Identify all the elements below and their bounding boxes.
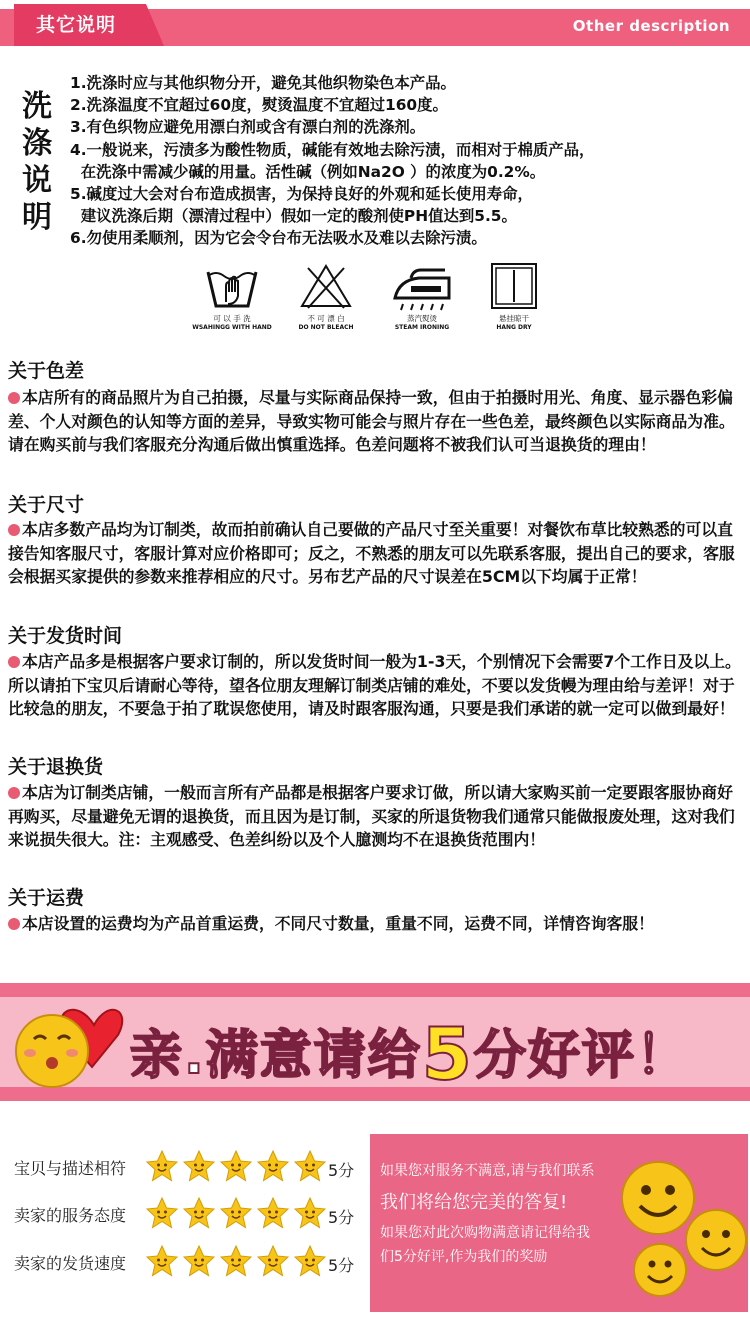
no-bleach-icon [298,262,354,312]
section-body: 本店所有的商品照片为自己拍摄，尽量与实际商品保持一致，但由于拍摄时用光、角度、显示器色彩偏差、个人对颜色的认知等方面的差异，导致实物可能会与照片存在一些色差，最终颜色以实际商品为准。请在购买前与我们客服充分沟通后做出慎重选择。色差问题将不被我们认可当退换货的理由！ [8,388,735,454]
star-icon [183,1197,215,1229]
care-symbol-cn: 悬挂晾干 [499,314,529,323]
star-icon [257,1197,289,1229]
wash-line: 4.一般说来，污渍多为酸性物质，碱能有效地去除污渍，而相对于棉质产品， [70,140,595,159]
care-symbol-en: HANG DRY [496,324,532,331]
care-symbol-no-bleach [286,262,366,331]
bullet-dot [8,524,20,536]
banner-number: 5 [421,1012,474,1096]
wash-title [18,88,56,236]
section-text-freight [8,912,746,936]
rating-label: 卖家的发货速度 [14,1254,127,1273]
care-symbol-en: WSAHINGG WITH HAND [192,324,272,331]
wash-title-char: 洗 [22,89,52,124]
rating-stars [146,1150,331,1186]
star-icon [294,1150,326,1182]
star-icon [294,1245,326,1277]
promo-line-4: 们5分好评,作为我们的奖励 [380,1249,548,1265]
wash-line: 5.碱度过大会对台布造成损害，为保持良好的外观和延长使用寿命， [70,185,533,204]
star-icon [257,1150,289,1182]
hang-dry-icon [486,262,542,312]
bullet-dot [8,787,20,799]
promo-line-3: 如果您对此次购物满意请记得给我 [380,1225,590,1241]
section-text-returns [8,781,746,852]
smiley-faces-icon [618,1158,748,1303]
rating-stars [146,1197,331,1233]
rating-score: 5分 [328,1256,355,1275]
header-tab-title: 其它说明 [36,14,117,36]
star-icon [146,1150,178,1182]
wash-line: 1.洗涤时应与其他织物分开，避免其他织物染色本产品。 [70,74,456,92]
hand-wash-icon [204,262,260,312]
section-text-color [8,386,746,457]
section-body: 本店多数产品均为订制类，故而拍前确认自己要做的产品尺寸至关重要！对餐饮布草比较熟悉的可以直接告知客服尺寸，客服计算对应价格即可；反之，不熟悉的朋友可以先联系客服，提出自己的要求，客服会根据买家提供的参数来推荐相应的尺寸。另布艺产品的尺寸误差在5CM以下均属于正常！ [8,520,735,586]
rating-stars [146,1245,331,1281]
wash-title-char: 说 [22,163,52,198]
wash-title-char: 涤 [22,126,52,161]
star-icon [257,1245,289,1277]
star-icon [183,1245,215,1277]
care-symbol-cn: 可 以 手 洗 [213,314,251,323]
rating-row-service [14,1197,364,1233]
banner-prefix: 亲.满意请给 [130,1026,422,1086]
care-symbol-hang-dry [474,262,554,331]
section-text-size [8,518,746,589]
promo-line-2: 我们将给您完美的答复! [380,1192,568,1213]
banner-suffix: 分好评！ [473,1026,690,1086]
star-icon [146,1245,178,1277]
wash-instructions [70,72,594,250]
star-icon [146,1197,178,1229]
section-heading-freight: 关于运费 [8,887,85,909]
wash-line: 建议洗涤后期（漂清过程中）假如一定的酸剂使PH值达到5.5。 [70,207,517,226]
rating-score: 5分 [328,1161,355,1180]
care-symbol-en: DO NOT BLEACH [298,324,354,331]
star-icon [220,1150,252,1182]
rating-row-delivery [14,1245,364,1281]
rating-score: 5分 [328,1208,355,1227]
wash-line: 2.洗涤温度不宜超过60度，熨烫温度不宜超过160度。 [70,96,448,115]
care-symbol-cn: 不 可 漂 白 [307,314,345,323]
wash-line: 6.勿使用柔顺剂，因为它会令台布无法吸水及难以去除污渍。 [70,229,487,248]
rating-label: 卖家的服务态度 [14,1206,127,1225]
steam-iron-icon [389,262,455,312]
section-heading-color: 关于色差 [8,360,85,382]
smiley-heart-icon [8,995,134,1095]
care-symbol-cn: 蒸汽熨烫 [407,314,437,323]
star-icon [220,1197,252,1229]
section-heading-size: 关于尺寸 [8,494,85,516]
bullet-dot [8,392,20,404]
bullet-dot [8,918,20,930]
promo-line-1: 如果您对服务不满意,请与我们联系 [380,1163,595,1179]
care-symbol-steam-iron [382,262,462,331]
section-body: 本店设置的运费均为产品首重运费，不同尺寸数量，重量不同，运费不同，详情咨询客服！ [22,914,654,933]
wash-line: 在洗涤中需减少碱的用量。活性碱（例如Na2O ）的浓度为0.2%。 [70,162,546,181]
bullet-dot [8,656,20,668]
section-text-shipping-time [8,650,746,721]
wash-title-char: 明 [22,200,52,235]
rating-row-description [14,1150,364,1186]
banner-slogan [130,1012,690,1096]
star-icon [220,1245,252,1277]
star-icon [294,1197,326,1229]
section-body: 本店为订制类店铺，一般而言所有产品都是根据客户要求订做，所以请大家购买前一定要跟客服协商好再购买，尽量避免无谓的退换货，而且因为是订制，买家的所退货物我们通常只能做报废处理，这对我们来说损失很大。注：主观感受、色差纠纷以及个人臆测均不在退换货范围内！ [8,783,735,849]
section-body: 本店产品多是根据客户要求订制的，所以发货时间一般为1-3天，个别情况下会需要7个工作日及以上。所以请拍下宝贝后请耐心等待，望各位朋友理解订制类店铺的难处，不要以发货幔为理由给与差评！对于比较急的朋友，不要急于拍了耽误您使用，请及时跟客服沟通，只要是我们承诺的就一定可以做到最好！ [8,652,741,718]
star-icon [183,1150,215,1182]
section-heading-shipping-time: 关于发货时间 [8,625,123,647]
care-symbol-en: STEAM IRONING [394,324,450,331]
care-symbol-hand-wash [192,262,272,331]
header-english-title: Other description [572,17,730,35]
section-heading-returns: 关于退换货 [8,756,104,778]
rating-label: 宝贝与描述相符 [14,1159,127,1178]
section-header [0,0,750,50]
wash-line: 3.有色织物应避免用漂白剂或含有漂白剂的洗涤剂。 [70,118,426,137]
